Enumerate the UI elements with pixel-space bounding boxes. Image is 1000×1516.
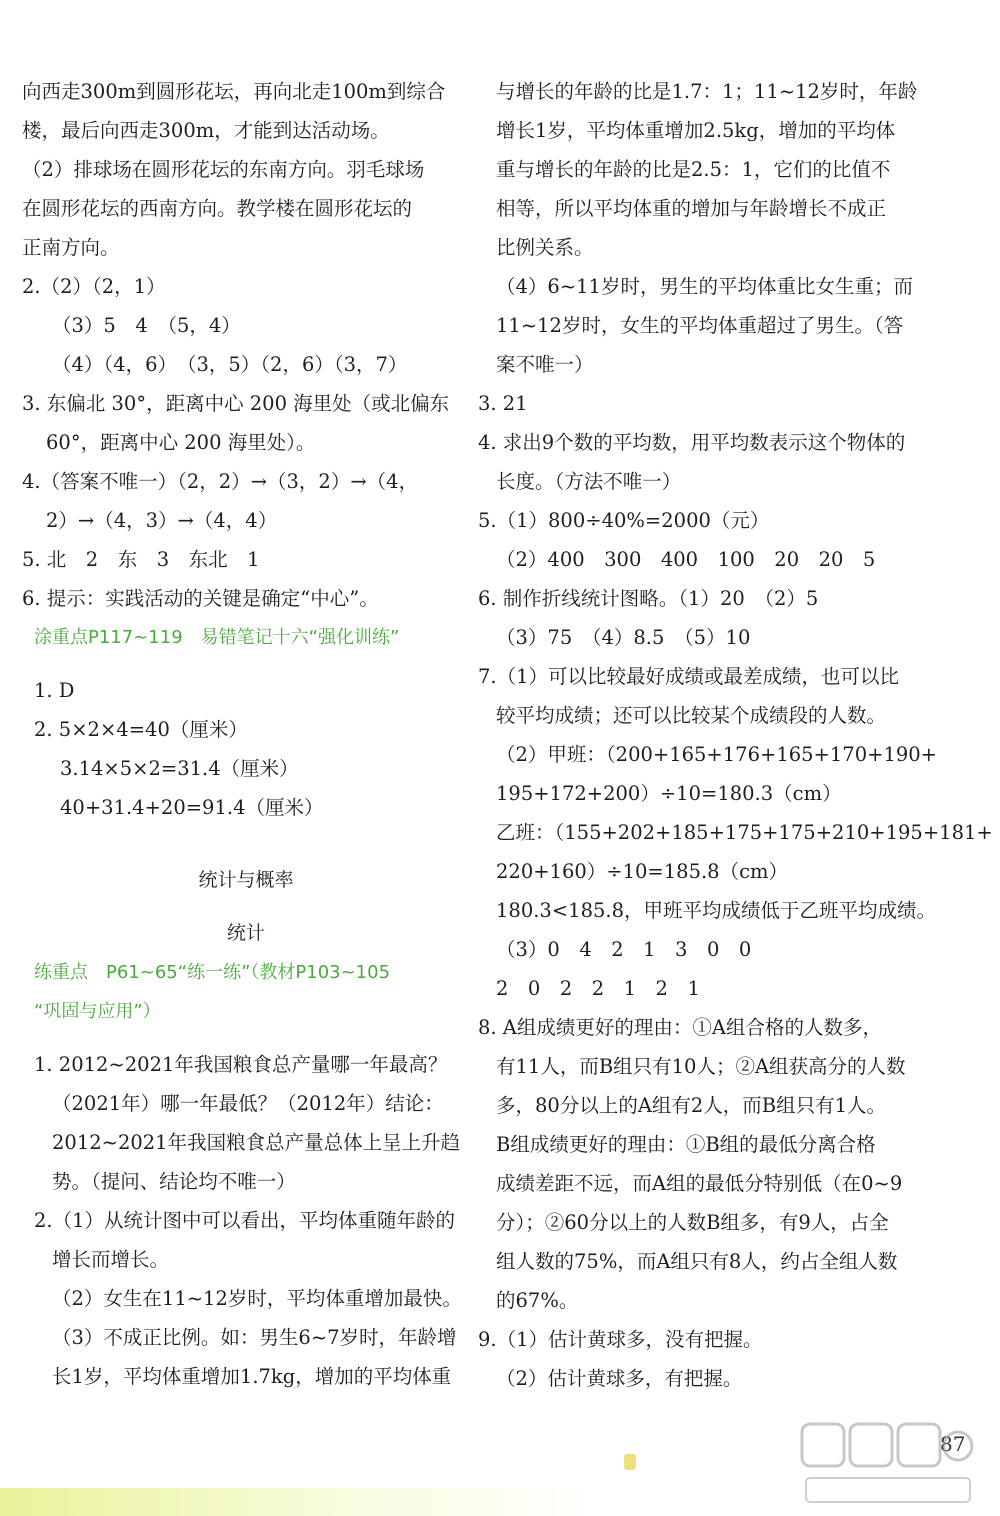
text-line: （2）甲班：（200+165+176+165+170+190+	[496, 743, 938, 766]
text-line: 11~12岁时，女生的平均体重超过了男生。（答	[496, 314, 904, 337]
page-number: 87	[940, 1432, 966, 1456]
answer-4: 4.（答案不唯一）（2，2）→（3，2）→（4，	[22, 470, 419, 493]
answer-2: 2. 5×2×4=40（厘米）	[34, 718, 248, 741]
text-line: 较平均成绩；还可以比较某个成绩段的人数。	[496, 704, 887, 727]
text-line: （2021年）哪一年最低？（2012年）结论：	[52, 1092, 444, 1115]
answer-6: 6. 提示：实践活动的关键是确定“中心”。	[22, 587, 379, 610]
text-line: 组人数的75%，而A组只有8人，约占全组人数	[496, 1250, 898, 1273]
text-line: 增长而增长。	[52, 1248, 170, 1271]
text-line: B组成绩更好的理由：①B组的最低分离合格	[496, 1133, 876, 1156]
text-line: 相等，所以平均体重的增加与年龄增长不成正	[496, 197, 887, 220]
text-line: 3.14×5×2=31.4（厘米）	[60, 757, 299, 780]
text-line: （2）女生在11~12岁时，平均体重增加最快。	[52, 1287, 462, 1310]
text-line: 向西走300m到圆形花坛，再向北走100m到综合	[22, 80, 446, 103]
answer-3: 3. 东偏北 30°，距离中心 200 海里处（或北偏东	[22, 392, 450, 415]
answer-8: 8. A组成绩更好的理由：①A组合格的人数多，	[478, 1016, 882, 1039]
text-line: 在圆形花坛的西南方向。教学楼在圆形花坛的	[22, 197, 413, 220]
text-line: 195+172+200）÷10=180.3（cm）	[496, 782, 842, 805]
text-line: （4）6~11岁时，男生的平均体重比女生重；而	[496, 275, 913, 298]
answer-2: 2.（1）从统计图中可以看出，平均体重随年龄的	[34, 1209, 456, 1232]
text-line: 案不唯一）	[496, 353, 594, 376]
text-line: 长1岁，平均体重增加1.7kg，增加的平均体重	[52, 1365, 452, 1388]
answer-2: 2.（2）（2，1）	[22, 275, 166, 298]
answer-9: 9.（1）估计黄球多，没有把握。	[478, 1328, 763, 1351]
text-line: 比例关系。	[496, 236, 594, 259]
text-line: （3）5 4 （5，4）	[52, 314, 241, 337]
left-column	[22, 72, 470, 1396]
text-line: 正南方向。	[22, 236, 120, 259]
text-line: 2 0 2 2 1 2 1	[496, 977, 700, 1000]
text-line: 的67%。	[496, 1289, 579, 1312]
text-line: （3）75 （4）8.5 （5）10	[496, 626, 751, 649]
text-line: 220+160）÷10=185.8（cm）	[496, 860, 789, 883]
right-column	[478, 72, 993, 1398]
text-line: 40+31.4+20=91.4（厘米）	[60, 796, 324, 819]
watermark-graphic	[798, 1418, 978, 1510]
answer-4: 4. 求出9个数的平均数，用平均数表示这个物体的	[478, 431, 906, 454]
text-line: （4）（4，6） （3，5）（2，6）（3，7）	[52, 353, 408, 376]
answer-1: 1. 2012~2021年我国粮食总产量哪一年最高？	[34, 1053, 448, 1076]
text-line: 势。（提问、结论均不唯一）	[52, 1170, 296, 1193]
text-line: 成绩差距不远，而A组的最低分特别低（在0~9	[496, 1172, 903, 1195]
section-heading-green: “巩固与应用”）	[34, 1001, 161, 1022]
watermark-logo	[798, 1418, 978, 1510]
answer-3: 3. 21	[478, 392, 528, 415]
text-line: 60°，距离中心 200 海里处）。	[46, 431, 316, 454]
answer-7: 7.（1）可以比较最好成绩或最差成绩，也可以比	[478, 665, 900, 688]
answer-6: 6. 制作折线统计图略。（1）20 （2）5	[478, 587, 819, 610]
section-title: 统计	[226, 922, 265, 944]
text-line: 乙班：（155+202+185+175+175+210+195+181+	[496, 821, 993, 844]
text-line: 2012~2021年我国粮食总产量总体上呈上升趋	[52, 1131, 461, 1154]
text-line: 180.3<185.8，甲班平均成绩低于乙班平均成绩。	[496, 899, 936, 922]
text-line: 增长1岁，平均体重增加2.5kg，增加的平均体	[496, 119, 896, 142]
text-line: 多，80分以上的A组有2人，而B组只有1人。	[496, 1094, 887, 1117]
text-line: 长度。（方法不唯一）	[496, 470, 682, 493]
text-line: 有11人，而B组只有10人；②A组获高分的人数	[496, 1055, 906, 1078]
answer-1: 1. D	[34, 679, 75, 702]
answer-5: 5.（1）800÷40%=2000（元）	[478, 509, 770, 532]
text-line: （2）400 300 400 100 20 20 5	[496, 548, 876, 571]
text-line: 2）→（4，3）→（4，4）	[46, 509, 278, 532]
text-line: 与增长的年龄的比是1.7：1；11~12岁时，年龄	[496, 80, 918, 103]
answer-5: 5. 北 2 东 3 东北 1	[22, 548, 260, 571]
text-line: 重与增长的年龄的比是2.5：1，它们的比值不	[496, 158, 891, 181]
text-line: （2）估计黄球多，有把握。	[496, 1367, 743, 1390]
section-heading-green: 涂重点P117~119 易错笔记十六“强化训练”	[34, 627, 400, 648]
text-line: （2）排球场在圆形花坛的东南方向。羽毛球场	[22, 158, 425, 181]
chapter-title: 统计与概率	[198, 869, 294, 891]
section-heading-green: 练重点 P61~65“练一练”（教材P103~105	[34, 962, 391, 983]
text-line: 分）；②60分以上的人数B组多，有9人，占全	[496, 1211, 889, 1234]
highlighter-dot	[624, 1454, 636, 1470]
text-line: （3）不成正比例。如：男生6~7岁时，年龄增	[52, 1326, 457, 1349]
text-line: （3）0 4 2 1 3 0 0	[496, 938, 752, 961]
text-line: 楼，最后向西走300m，才能到达活动场。	[22, 119, 390, 142]
highlighter-stain	[0, 1488, 600, 1516]
